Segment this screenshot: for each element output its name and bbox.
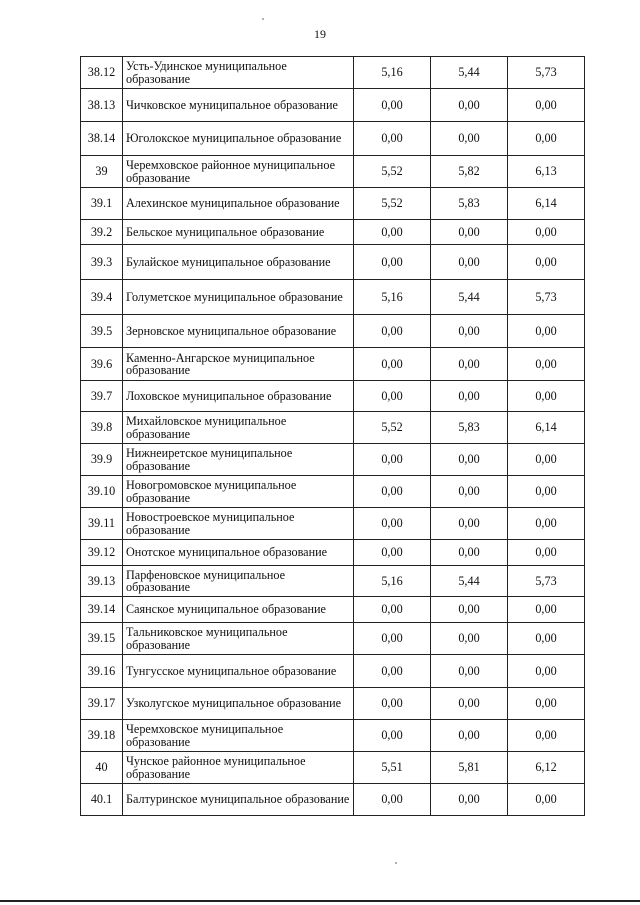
value-cell-3: 0,00 (508, 381, 585, 412)
value-cell-3: 5,73 (508, 280, 585, 315)
value-cell-3: 0,00 (508, 688, 585, 720)
value-cell-2: 5,44 (431, 566, 508, 597)
row-number-cell: 38.12 (81, 57, 123, 89)
value-cell-1: 0,00 (354, 597, 431, 623)
table-row (81, 540, 585, 566)
budget-table (80, 56, 585, 816)
municipality-name-cell: Тальниковское муниципальное образование (123, 623, 354, 655)
municipality-name-cell: Каменно-Ангарское муниципальное образование (123, 348, 354, 381)
table-row (81, 89, 585, 122)
municipality-name-cell: Черемховское районное муниципальное образование (123, 156, 354, 188)
row-number-cell: 39.7 (81, 381, 123, 412)
municipality-name-cell: Новостроевское муниципальное образование (123, 508, 354, 540)
value-cell-3: 0,00 (508, 597, 585, 623)
municipality-name-cell: Парфеновское муниципальное образование (123, 566, 354, 597)
value-cell-2: 0,00 (431, 540, 508, 566)
row-number-cell: 39.18 (81, 720, 123, 752)
value-cell-1: 0,00 (354, 220, 431, 245)
municipality-name-cell: Зерновское муниципальное образование (123, 315, 354, 348)
value-cell-2: 0,00 (431, 623, 508, 655)
table-row (81, 315, 585, 348)
row-number-cell: 38.13 (81, 89, 123, 122)
value-cell-2: 0,00 (431, 444, 508, 476)
row-number-cell: 39.9 (81, 444, 123, 476)
municipality-name-cell: Михайловское муниципальное образование (123, 412, 354, 444)
value-cell-1: 0,00 (354, 655, 431, 688)
value-cell-1: 5,16 (354, 280, 431, 315)
municipality-name-cell: Чунское районное муниципальное образование (123, 752, 354, 784)
row-number-cell: 39.2 (81, 220, 123, 245)
row-number-cell: 39.3 (81, 245, 123, 280)
value-cell-2: 5,81 (431, 752, 508, 784)
value-cell-2: 0,00 (431, 245, 508, 280)
row-number-cell: 40.1 (81, 784, 123, 816)
value-cell-1: 0,00 (354, 508, 431, 540)
value-cell-1: 0,00 (354, 623, 431, 655)
table-row (81, 623, 585, 655)
value-cell-2: 0,00 (431, 315, 508, 348)
value-cell-1: 0,00 (354, 476, 431, 508)
municipality-name-cell: Нижнеиретское муниципальное образование (123, 444, 354, 476)
value-cell-1: 5,52 (354, 188, 431, 220)
value-cell-3: 0,00 (508, 784, 585, 816)
value-cell-1: 0,00 (354, 348, 431, 381)
value-cell-2: 0,00 (431, 655, 508, 688)
value-cell-3: 0,00 (508, 508, 585, 540)
table-row (81, 566, 585, 597)
value-cell-3: 5,73 (508, 57, 585, 89)
row-number-cell: 39.14 (81, 597, 123, 623)
row-number-cell: 39.4 (81, 280, 123, 315)
value-cell-3: 5,73 (508, 566, 585, 597)
value-cell-1: 5,16 (354, 57, 431, 89)
value-cell-1: 0,00 (354, 381, 431, 412)
row-number-cell: 39.11 (81, 508, 123, 540)
row-number-cell: 38.14 (81, 122, 123, 156)
table-row (81, 720, 585, 752)
row-number-cell: 39.5 (81, 315, 123, 348)
value-cell-1: 5,16 (354, 566, 431, 597)
value-cell-2: 0,00 (431, 122, 508, 156)
table-row (81, 220, 585, 245)
row-number-cell: 39.10 (81, 476, 123, 508)
table-row (81, 597, 585, 623)
row-number-cell: 39.1 (81, 188, 123, 220)
scan-speck (262, 18, 264, 20)
municipality-name-cell: Онотское муниципальное образование (123, 540, 354, 566)
row-number-cell: 39.16 (81, 655, 123, 688)
value-cell-2: 0,00 (431, 348, 508, 381)
table-row (81, 348, 585, 381)
row-number-cell: 39.8 (81, 412, 123, 444)
municipality-name-cell: Саянское муниципальное образование (123, 597, 354, 623)
value-cell-2: 0,00 (431, 784, 508, 816)
value-cell-3: 0,00 (508, 245, 585, 280)
value-cell-2: 5,82 (431, 156, 508, 188)
value-cell-2: 5,83 (431, 412, 508, 444)
table-row (81, 280, 585, 315)
table-row (81, 156, 585, 188)
value-cell-2: 0,00 (431, 220, 508, 245)
value-cell-1: 0,00 (354, 315, 431, 348)
value-cell-1: 0,00 (354, 444, 431, 476)
municipality-name-cell: Тунгусское муниципальное образование (123, 655, 354, 688)
value-cell-3: 0,00 (508, 655, 585, 688)
table-row (81, 412, 585, 444)
table-row (81, 508, 585, 540)
municipality-name-cell: Новогромовское муниципальное образование (123, 476, 354, 508)
table-row (81, 784, 585, 816)
table-row (81, 752, 585, 784)
scan-speck (395, 862, 397, 864)
value-cell-3: 0,00 (508, 720, 585, 752)
page-number: 19 (314, 27, 326, 41)
municipality-name-cell: Чичковское муниципальное образование (123, 89, 354, 122)
value-cell-1: 0,00 (354, 89, 431, 122)
table-row (81, 57, 585, 89)
row-number-cell: 40 (81, 752, 123, 784)
value-cell-2: 0,00 (431, 688, 508, 720)
municipality-name-cell: Юголокское муниципальное образование (123, 122, 354, 156)
municipality-name-cell: Усть-Удинское муниципальное образование (123, 57, 354, 89)
value-cell-3: 0,00 (508, 444, 585, 476)
value-cell-2: 0,00 (431, 508, 508, 540)
table-row (81, 188, 585, 220)
row-number-cell: 39.12 (81, 540, 123, 566)
value-cell-1: 5,51 (354, 752, 431, 784)
row-number-cell: 39.13 (81, 566, 123, 597)
value-cell-1: 5,52 (354, 412, 431, 444)
value-cell-3: 0,00 (508, 315, 585, 348)
value-cell-2: 0,00 (431, 597, 508, 623)
value-cell-1: 5,52 (354, 156, 431, 188)
row-number-cell: 39 (81, 156, 123, 188)
value-cell-3: 0,00 (508, 476, 585, 508)
table-row (81, 245, 585, 280)
municipality-name-cell: Лоховское муниципальное образование (123, 381, 354, 412)
value-cell-2: 5,44 (431, 280, 508, 315)
value-cell-3: 0,00 (508, 623, 585, 655)
value-cell-2: 5,83 (431, 188, 508, 220)
value-cell-3: 0,00 (508, 220, 585, 245)
table-row (81, 688, 585, 720)
value-cell-3: 0,00 (508, 89, 585, 122)
municipality-name-cell: Узколугское муниципальное образование (123, 688, 354, 720)
page-edge-line (0, 900, 640, 902)
value-cell-1: 0,00 (354, 688, 431, 720)
value-cell-1: 0,00 (354, 720, 431, 752)
value-cell-2: 0,00 (431, 720, 508, 752)
value-cell-3: 6,12 (508, 752, 585, 784)
value-cell-1: 0,00 (354, 784, 431, 816)
value-cell-1: 0,00 (354, 540, 431, 566)
municipality-name-cell: Черемховское муниципальное образование (123, 720, 354, 752)
table-row (81, 122, 585, 156)
value-cell-2: 0,00 (431, 476, 508, 508)
value-cell-3: 0,00 (508, 122, 585, 156)
municipality-name-cell: Булайское муниципальное образование (123, 245, 354, 280)
row-number-cell: 39.17 (81, 688, 123, 720)
value-cell-3: 6,14 (508, 188, 585, 220)
value-cell-2: 5,44 (431, 57, 508, 89)
row-number-cell: 39.6 (81, 348, 123, 381)
value-cell-2: 0,00 (431, 89, 508, 122)
table-row (81, 476, 585, 508)
table-body (81, 57, 585, 816)
municipality-name-cell: Алехинское муниципальное образование (123, 188, 354, 220)
value-cell-2: 0,00 (431, 381, 508, 412)
value-cell-3: 0,00 (508, 348, 585, 381)
value-cell-3: 6,14 (508, 412, 585, 444)
table-row (81, 381, 585, 412)
municipality-name-cell: Балтуринское муниципальное образование (123, 784, 354, 816)
value-cell-3: 6,13 (508, 156, 585, 188)
row-number-cell: 39.15 (81, 623, 123, 655)
value-cell-1: 0,00 (354, 245, 431, 280)
value-cell-1: 0,00 (354, 122, 431, 156)
municipality-name-cell: Бельское муниципальное образование (123, 220, 354, 245)
municipality-name-cell: Голуметское муниципальное образование (123, 280, 354, 315)
table-row (81, 444, 585, 476)
table-row (81, 655, 585, 688)
value-cell-3: 0,00 (508, 540, 585, 566)
